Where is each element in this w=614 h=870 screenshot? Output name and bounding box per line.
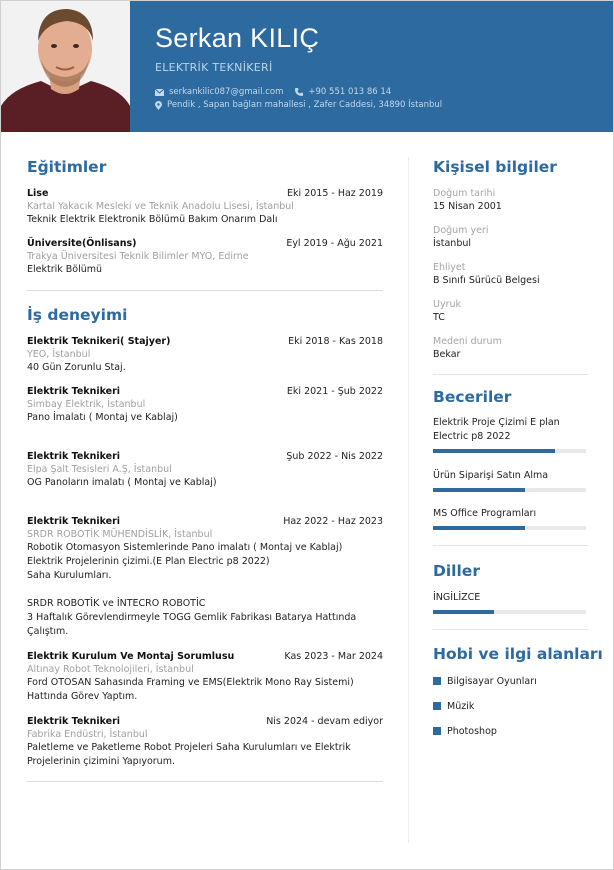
languages-heading: Diller <box>433 562 480 580</box>
entry-title: Elektrik Teknikeri <box>27 451 121 462</box>
skill-level-bar <box>433 526 586 530</box>
experience-item <box>27 335 383 375</box>
header-banner <box>1 1 613 132</box>
entry-description: OG Panoların imalatı ( Montaj ve Kablaj) <box>27 477 217 488</box>
skill-name: Electric p8 2022 <box>433 431 511 442</box>
skill-level-bar <box>433 488 586 492</box>
entry-title: Elektrik Teknikeri( Stajyer) <box>27 336 171 347</box>
left-column <box>27 157 383 782</box>
bullet-square-icon <box>433 702 441 710</box>
entry-date: Eyl 2019 - Ağu 2021 <box>286 238 383 249</box>
location-pin-icon <box>155 101 162 110</box>
info-value: Bekar <box>433 349 461 360</box>
entry-description: Robotik Otomasyon Sistemlerinde Pano imalatı ( Montaj ve Kablaj) <box>27 542 343 553</box>
entry-organization: SRDR ROBOTİK MÜHENDİSLİK, İstanbul <box>27 529 213 540</box>
phone-number[interactable]: +90 551 013 86 14 <box>308 87 392 97</box>
skills-heading: Beceriler <box>433 388 512 406</box>
entry-description: Elektrik Projelerinin çizimi.(E Plan Electric p8 2022) <box>27 556 270 567</box>
entry-title: Elektrik Kurulum Ve Montaj Sorumlusu <box>27 651 235 662</box>
entry-title: Elektrik Teknikeri <box>27 386 121 397</box>
section-divider <box>27 781 383 782</box>
language-level-bar <box>433 610 586 614</box>
skill-name: MS Office Programları <box>433 508 537 519</box>
column-divider <box>408 157 409 843</box>
skill-name: Elektrik Proje Çizimi E plan <box>433 417 560 428</box>
entry-description: Paletleme ve Paketleme Robot Projeleri Saha Kurulumları ve Elektrik <box>27 742 351 753</box>
hobby-list <box>433 674 588 738</box>
info-label: Uyruk <box>433 299 462 310</box>
info-value: TC <box>433 312 445 323</box>
entry-title: Üniversite(Önlisans) <box>27 238 137 249</box>
skill-level-fill <box>433 449 555 453</box>
entry-date: Eki 2018 - Kas 2018 <box>288 336 383 347</box>
section-divider <box>433 374 588 375</box>
entry-title: Lise <box>27 188 49 199</box>
bullet-square-icon <box>433 727 441 735</box>
info-label: Medeni durum <box>433 336 502 347</box>
entry-description: Projelerinin çizimini Yapıyorum. <box>27 756 175 767</box>
right-column <box>433 157 603 738</box>
address-text: Pendik , Sapan bağları mahallesi , Zafer Caddesi, 34890 İstanbul <box>167 100 443 110</box>
experience-item <box>27 650 383 704</box>
entry-date: Eki 2021 - Şub 2022 <box>286 386 383 397</box>
address-line <box>155 100 442 110</box>
skill-level-fill <box>433 488 525 492</box>
education-item <box>27 237 383 277</box>
skill-level-fill <box>433 526 525 530</box>
section-divider <box>433 629 588 630</box>
entry-organization: YEO, İstanbul <box>27 349 91 360</box>
skill-item <box>433 507 588 530</box>
personal-info-item <box>433 224 588 251</box>
entry-date: Nis 2024 - devam ediyor <box>266 716 383 727</box>
entry-description: Elektrik Bölümü <box>27 264 103 275</box>
personal-info-item <box>433 187 588 214</box>
entry-date: Kas 2023 - Mar 2024 <box>284 651 383 662</box>
person-name: Serkan KILIÇ <box>155 23 320 53</box>
skill-name: Ürün Siparişi Satın Alma <box>433 470 549 481</box>
entry-description: Ford OTOSAN Sahasında Framing ve EMS(Elektrik Mono Ray Sistemi) <box>27 677 354 688</box>
skill-item <box>433 416 588 453</box>
entry-organization: Fabrika Endüstri, İstanbul <box>27 729 148 740</box>
section-divider <box>433 545 588 546</box>
personal-info-item <box>433 335 588 362</box>
entry-description-spacer <box>27 583 383 597</box>
experience-item <box>27 515 383 639</box>
entry-description: 3 Haftalık Görevlendirmeyle TOGG Gemlik Fabrikası Batarya Hattında <box>27 612 357 623</box>
education-item <box>27 187 383 227</box>
entry-title: Elektrik Teknikeri <box>27 716 121 727</box>
entry-organization: Trakya Üniversitesi Teknik Bilimler MYO, Edirne <box>27 251 249 262</box>
info-value: 15 Nisan 2001 <box>433 201 502 212</box>
info-label: Doğum yeri <box>433 225 489 236</box>
experience-item <box>27 385 383 425</box>
info-label: Ehliyet <box>433 262 466 273</box>
entry-title: Elektrik Teknikeri <box>27 516 121 527</box>
language-level-fill <box>433 610 494 614</box>
entry-date: Eki 2015 - Haz 2019 <box>287 188 383 199</box>
entry-description: Çalıştım. <box>27 626 69 637</box>
entry-organization: Altınay Robot Teknolojileri, İstanbul <box>27 664 194 675</box>
hobby-label: Müzik <box>447 700 475 712</box>
entry-date: Şub 2022 - Nis 2022 <box>286 451 383 462</box>
language-item <box>433 591 588 614</box>
education-heading: Eğitimler <box>27 158 107 176</box>
hobby-item <box>433 674 588 688</box>
contact-line <box>155 87 391 97</box>
hobbies-heading: Hobi ve ilgi alanları <box>433 645 603 663</box>
mail-icon <box>155 89 164 96</box>
entry-description: SRDR ROBOTİK ve İNTECRO ROBOTİC <box>27 598 206 609</box>
hobby-item <box>433 699 588 713</box>
experience-item <box>27 715 383 769</box>
entry-description: Saha Kurulumları. <box>27 570 112 581</box>
entry-date: Haz 2022 - Haz 2023 <box>283 516 383 527</box>
profile-photo <box>1 1 130 132</box>
bullet-square-icon <box>433 677 441 685</box>
experience-item <box>27 450 383 490</box>
phone-icon <box>295 88 303 96</box>
entry-organization: Kartal Yakacık Mesleki ve Teknik Anadolu Lisesi, İstanbul <box>27 201 294 212</box>
personal-info-item <box>433 298 588 325</box>
skill-level-bar <box>433 449 586 453</box>
info-value: B Sınıfı Sürücü Belgesi <box>433 275 540 286</box>
language-name: İNGİLİZCE <box>433 592 481 603</box>
section-divider <box>27 290 383 291</box>
entry-description: Hattında Görev Yaptım. <box>27 691 138 702</box>
hobby-item <box>433 724 588 738</box>
hobby-label: Photoshop <box>447 725 497 737</box>
info-label: Doğum tarihi <box>433 188 496 199</box>
hobby-label: Bilgisayar Oyunları <box>447 675 537 687</box>
personal-info-heading: Kişisel bilgiler <box>433 158 557 176</box>
job-title: ELEKTRİK TEKNİKERİ <box>155 61 273 74</box>
entry-organization: Simbay Elektrik, İstanbul <box>27 399 146 410</box>
info-value: İstanbul <box>433 238 472 249</box>
entry-description: Pano İmalatı ( Montaj ve Kablaj) <box>27 412 178 423</box>
personal-info-item <box>433 261 588 288</box>
entry-organization: Elpa Şalt Tesisleri A.Ş, İstanbul <box>27 464 172 475</box>
email-link[interactable]: serkankilic087@gmail.com <box>169 87 284 97</box>
entry-description: Teknik Elektrik Elektronik Bölümü Bakım Onarım Dalı <box>27 214 278 225</box>
entry-description: 40 Gün Zorunlu Staj. <box>27 362 126 373</box>
skill-item <box>433 469 588 492</box>
experience-heading: İş deneyimi <box>27 306 128 324</box>
